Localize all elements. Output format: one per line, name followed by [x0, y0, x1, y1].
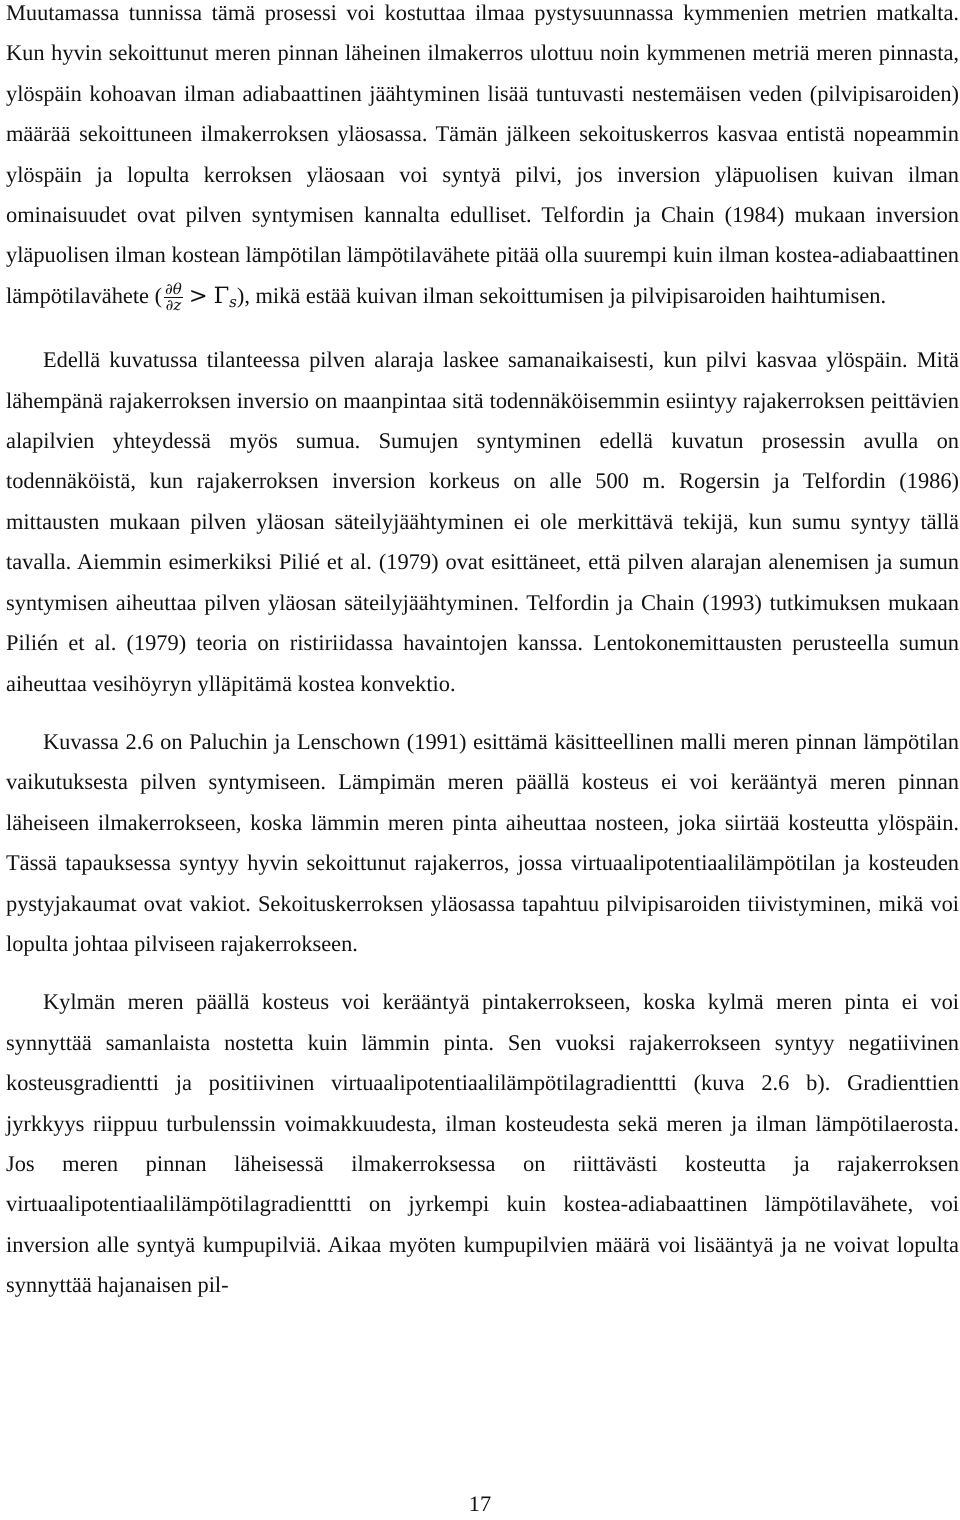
document-page — [6, 0, 959, 1324]
gamma-subscript: s — [229, 292, 237, 311]
paragraph-2: Edellä kuvatussa tilanteessa pilven alaraja laskee samanaikaisesti, kun pilvi kasvaa ylöspäin. Mitä lähempänä rajakerroksen inversio on maanpintaa sitä todennäköisemmin esiintyy rajakerroksen peittävien alapilvien yhteydessä myös sumua. Sumujen syntyminen edellä kuvatun prosessin avulla on todennäköistä, kun rajakerroksen inversion korkeus on alle 500 m. Rogersin ja Telfordin (1986) mittausten mukaan pilven yläosan säteilyjäähtyminen ei ole merkittävä tekijä, kun sumu syntyy tällä tavalla. Aiemmin esimerkiksi Pilié et al. (1979) ovat esittäneet, että pilven alarajan alenemisen ja sumun syntymisen aiheuttaa pilven yläosan säteilyjäähtyminen. Telfordin ja Chain (1993) tutkimuksen mukaan Pilién et al. (1979) teoria on ristiriidassa havaintojen kanssa. Lentokonemittausten perusteella sumun aiheuttaa vesihöyryn ylläpitämä kostea konvektio. — [6, 347, 959, 696]
paragraph-1 — [6, 0, 959, 322]
fraction-numerator: ∂θ — [165, 279, 182, 298]
paragraph-4: Kylmän meren päällä kosteus voi kerääntyä pintakerrokseen, koska kylmä meren pinta ei voi synnyttää samanlaista nostetta kuin lämmin pinta. Sen vuoksi rajakerrokseen syntyy negatiivinen kosteusgradientti ja positiivinen virtuaalipotentiaalilämpötilagradienttti (kuva 2.6 b). Gradienttien jyrkkyys riippuu turbulenssin voimakkuudesta, ilman kosteudesta sekä meren ja ilman lämpötilaerosta. Jos meren pinnan läheisessä ilmakerroksessa on riittävästi kosteutta ja rajakerroksen virtuaalipotentiaalilämpötilagradienttti on jyrkempi kuin kostea-adiabaattinen lämpötilavähete, voi inversion alle syntyä kumpupilviä. Aikaa myöten kumpupilvien määrä voi lisääntyä ja ne voivat lopulta synnyttää hajanaisen pil- — [6, 989, 959, 1298]
greater-than-operator: > — [188, 282, 208, 309]
paragraph-3: Kuvassa 2.6 on Paluchin ja Lenschown (1991) esittämä käsitteellinen malli meren pinnan lämpötilan vaikutuksesta pilven syntymiseen. Lämpimän meren päällä kosteus ei voi kerääntyä meren pinnan läheiseen ilmakerrokseen, koska lämmin meren pinta aiheuttaa nosteen, joka siirtää kosteutta ylöspäin. Tässä tapauksessa syntyy hyvin sekoittunut rajakerros, jossa virtuaalipotentiaalilämpötilan ja kosteuden pystyjakaumat ovat vakiot. Sekoituskerroksen yläosassa tapahtuu pilvipisaroiden tiivistyminen, mikä voi lopulta johtaa pilviseen rajakerrokseen. — [6, 728, 959, 956]
fraction-denominator: ∂z — [165, 295, 182, 314]
paragraph-1-text-before: Muutamassa tunnissa tämä prosessi voi kostuttaa ilmaa pystysuunnassa kymmenien metrien matkalta. Kun hyvin sekoittunut meren pinnan läheinen ilmakerros ulottuu noin kymmenen metriä meren pinnasta, ylöspäin kohoavan ilman adiabaattinen jäähtyminen lisää tuntuvasti nestemäisen veden (pilvipisaroiden) määrää sekoittuneen ilmakerroksen yläosassa. Tämän jälkeen sekoituskerros kasvaa entistä nopeammin ylöspäin ja lopulta kerroksen yläosaan voi syntyä pilvi, jos inversion yläpuolisen kuivan ilman ominaisuudet ovat pilven syntymisen kannalta edulliset. Telfordin ja Chain (1984) mukaan inversion yläpuolisen ilman kostean lämpötilan lämpötilavähete pitää olla suurempi kuin ilman kostea-adiabaattinen lämpötilavähete ( — [6, 0, 959, 308]
gamma-symbol: Γ — [213, 282, 230, 309]
paragraph-1-text-after: ), mikä estää kuivan ilman sekoittumisen ja pilvipisaroiden haihtumisen. — [236, 282, 887, 308]
partial-derivative-fraction — [164, 279, 183, 314]
page-number: 17 — [468, 1491, 492, 1516]
lapse-rate-inequality — [162, 279, 237, 314]
